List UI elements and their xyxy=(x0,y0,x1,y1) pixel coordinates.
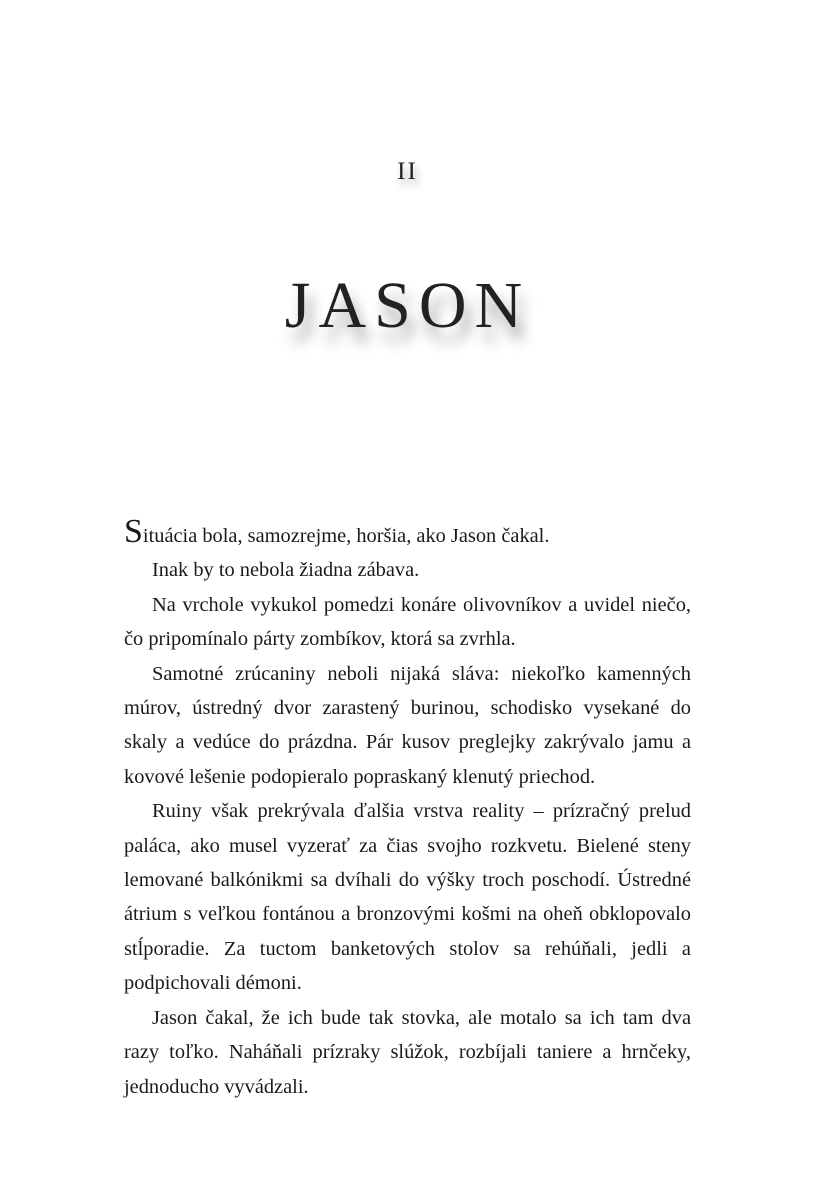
paragraph-2: Inak by to nebola žiadna zábava. xyxy=(152,559,420,582)
paragraph-4: Samotné zrúcaniny neboli nijaká sláva: niekoľko kamenných múrov, ústredný dvor zarastený burinou, schodisko vysekané do skaly a vedúce do prázdna. Pár kusov preglejky zakrývalo jamu a kovové lešenie podopieralo popraskaný klenutý priechod. xyxy=(124,662,691,788)
chapter-number: II xyxy=(397,158,418,185)
paragraph-6: Jason čakal, že ich bude tak stovka, ale motalo sa ich tam dva razy toľko. Naháňali prízraky slúžok, rozbíjali taniere a hrnčeky, jednoducho vyvádzali. xyxy=(124,1006,691,1098)
paragraph-5: Ruiny však prekrývala ďalšia vrstva reality – prízračný prelud paláca, ako musel vyzerať za čias svojho rozkvetu. Bielené steny lemované balkónikmi sa dvíhali do výšky troch poschodí. Ústredné átrium s veľkou fontánou a bronzovými košmi na oheň obklopovalo stĺporadie. Za tuctom banketových stolov sa rehúňali, jedli a podpichovali démoni. xyxy=(124,800,691,995)
initial-letter: S xyxy=(124,513,143,550)
chapter-title: JASON xyxy=(284,269,531,342)
paragraph-1-text: ituácia bola, samozrejme, horšia, ako Jason čakal. xyxy=(142,525,550,547)
paragraph-1 xyxy=(124,513,691,553)
chapter-body xyxy=(124,513,691,1104)
paragraph-3: Na vrchole vykukol pomedzi konáre olivovníkov a uvidel niečo, čo pripomínalo párty zombíkov, ktorá sa zvrhla. xyxy=(124,593,691,651)
